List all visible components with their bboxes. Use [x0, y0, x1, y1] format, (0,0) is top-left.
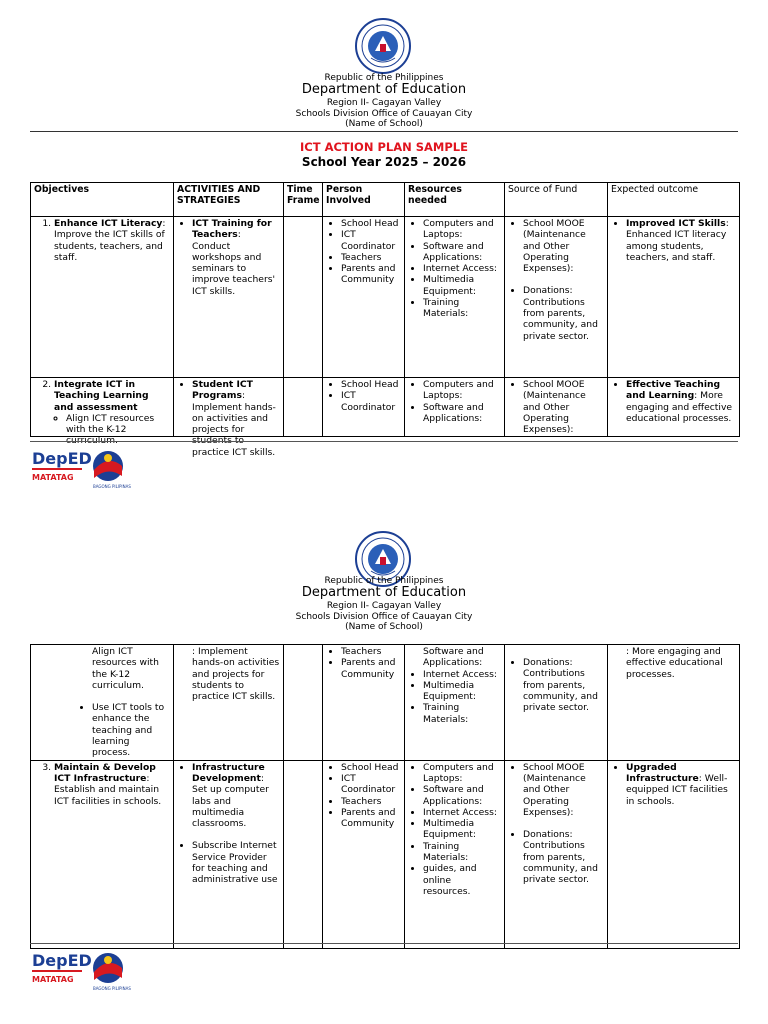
outcome-cell: • Upgraded Infrastructure: Well-equipped ICT facilities in schools. [608, 760, 740, 948]
svg-text:MATATAG: MATATAG [32, 975, 74, 984]
list-item: • guides, and online resources. [423, 863, 501, 897]
outcome-cell: • Effective Teaching and Learning: More engaging and effective educational processes. [608, 378, 740, 437]
svg-text:BAGONG PILIPINAS: BAGONG PILIPINAS [93, 484, 131, 489]
department-name: Department of Education [301, 585, 467, 601]
list-item: • Parents and Community [341, 657, 401, 680]
list-item: • Internet Access: [423, 807, 501, 818]
time-frame-cell [284, 760, 323, 948]
list-item: • School Head [341, 762, 401, 773]
list-item: • ICT Coordinator [341, 390, 401, 413]
region-line: Region II- Cagayan Valley [326, 98, 442, 109]
list-item: • Donations: Contributions from parents, community, and private sector. [523, 657, 604, 713]
action-plan-table [30, 182, 740, 458]
svg-text:BAGONG PILIPINAS: BAGONG PILIPINAS [93, 986, 131, 991]
list-item: • Teachers [341, 252, 401, 263]
list-item: • Multimedia Equipment: [423, 274, 501, 297]
time-frame-cell [284, 217, 323, 378]
col-person-involved: Person Involved [323, 183, 405, 217]
col-activities: ACTIVITIES AND STRATEGIES [174, 183, 284, 217]
list-item: • Training Materials: [423, 297, 501, 320]
republic-line: Republic of the Philippines [324, 576, 444, 586]
list-item: • Software and Applications: [423, 784, 501, 807]
footer-divider [30, 441, 738, 442]
table-row [31, 217, 740, 378]
activity-cell: • Student ICT Programs: Implement hands-on activities and projects for students to practice ICT skills. [174, 378, 284, 437]
col-resources: Resources needed [405, 183, 505, 217]
list-item: • Teachers [341, 796, 401, 807]
school-line: (Name of School) [345, 118, 423, 129]
list-item: • Internet Access: [423, 669, 501, 680]
list-item: • Donations: Contributions from parents, community, and private sector. [523, 829, 604, 885]
footer-divider [30, 943, 738, 944]
division-line: Schools Division Office of Cauayan City [295, 611, 473, 622]
document-page-1 [0, 0, 768, 500]
list-item: • Donations: Contributions from parents, community, and private sector. [523, 285, 604, 341]
header-divider [30, 131, 738, 132]
list-item: • ICT Coordinator [341, 773, 401, 796]
activity-cell: • Infrastructure Development: Set up computer labs and multimedia classrooms. • Subscribe Internet Service Provider for teaching and administrative use [174, 760, 284, 948]
objective-cell: 3. Maintain & Develop ICT Infrastructure: Establish and maintain ICT facilities in schools. [31, 760, 174, 948]
fund-cell [505, 217, 608, 378]
time-frame-cell [284, 645, 323, 761]
republic-line: Republic of the Philippines [324, 73, 444, 83]
table-row [31, 645, 740, 761]
list-item: • Teachers [341, 646, 401, 657]
title-main: ICT ACTION PLAN SAMPLE [300, 140, 468, 154]
svg-text:MATATAG: MATATAG [32, 473, 74, 482]
school-line: (Name of School) [345, 621, 423, 632]
department-name: Department of Education [301, 82, 467, 98]
activity-cell: • ICT Training for Teachers: Conduct workshops and seminars to improve teachers' ICT skills. [174, 217, 284, 378]
list-item: • Computers and Laptops: [423, 379, 501, 402]
list-item: • School Head [341, 379, 401, 390]
persons-cell [323, 217, 405, 378]
deped-matatag-logo-icon [30, 446, 140, 490]
objective-cell: 2. Integrate ICT in Teaching Learning and assessment ◦ Align ICT resources with the K-12 curriculum. [31, 378, 174, 437]
title-year: School Year 2025 – 2026 [301, 154, 467, 169]
table-header-row [31, 183, 740, 217]
list-item: • School MOOE (Maintenance and Other Operating Expenses): [523, 379, 604, 435]
list-item: • School MOOE (Maintenance and Other Operating Expenses): [523, 218, 604, 274]
list-item: • ICT Coordinator [341, 229, 401, 252]
fund-cell [505, 760, 608, 948]
svg-text:DepED: DepED [32, 449, 92, 468]
objective-cell: Align ICT resources with the K-12 curriculum. • Use ICT tools to enhance the teaching and learning process. [31, 645, 174, 761]
list-item: • Parents and Community [341, 263, 401, 286]
document-title [0, 141, 768, 169]
fund-cell [505, 378, 608, 437]
outcome-cell: • Improved ICT Skills: Enhanced ICT literacy among students, teachers, and staff. [608, 217, 740, 378]
list-item: • Internet Access: [423, 263, 501, 274]
persons-cell [323, 760, 405, 948]
list-item: • Computers and Laptops: [423, 762, 501, 785]
list-item: • Multimedia Equipment: [423, 818, 501, 841]
resources-cell [405, 217, 505, 378]
persons-cell [323, 378, 405, 437]
col-time-frame: Time Frame [284, 183, 323, 217]
list-item: Software and Applications: [423, 646, 484, 669]
list-item: • Parents and Community [341, 807, 401, 830]
list-item: • School Head [341, 218, 401, 229]
resources-cell [405, 378, 505, 437]
resources-cell [405, 645, 505, 761]
table-row [31, 378, 740, 437]
action-plan-table-continued [30, 644, 740, 949]
deped-matatag-logo-icon [30, 948, 140, 992]
objective-cell: 1. Enhance ICT Literacy: Improve the ICT skills of students, teachers, and staff. [31, 217, 174, 378]
document-page-2 [0, 516, 768, 1024]
list-item: • Software and Applications: [423, 241, 501, 264]
fund-cell [505, 645, 608, 761]
list-item: • Multimedia Equipment: [423, 680, 501, 703]
list-item: • Computers and Laptops: [423, 218, 501, 241]
outcome-cell: : More engaging and effective educational processes. [608, 645, 740, 761]
resources-cell [405, 760, 505, 948]
division-line: Schools Division Office of Cauayan City [295, 108, 473, 119]
svg-text:DepED: DepED [32, 951, 92, 970]
letterhead [0, 73, 768, 129]
list-item: • Software and Applications: [423, 402, 501, 425]
table-row [31, 760, 740, 948]
col-objectives: Objectives [31, 183, 174, 217]
activity-cell: : Implement hands-on activities and projects for students to practice ICT skills. [174, 645, 284, 761]
persons-cell [323, 645, 405, 761]
deped-seal-icon [355, 18, 411, 74]
letterhead [0, 576, 768, 632]
list-item: • School MOOE (Maintenance and Other Operating Expenses): [523, 762, 604, 818]
region-line: Region II- Cagayan Valley [326, 601, 442, 612]
list-item: • Training Materials: [423, 702, 501, 725]
time-frame-cell [284, 378, 323, 437]
list-item: • Training Materials: [423, 841, 501, 864]
col-source-of-fund: Source of Fund [505, 183, 608, 217]
col-expected-outcome: Expected outcome [608, 183, 740, 217]
